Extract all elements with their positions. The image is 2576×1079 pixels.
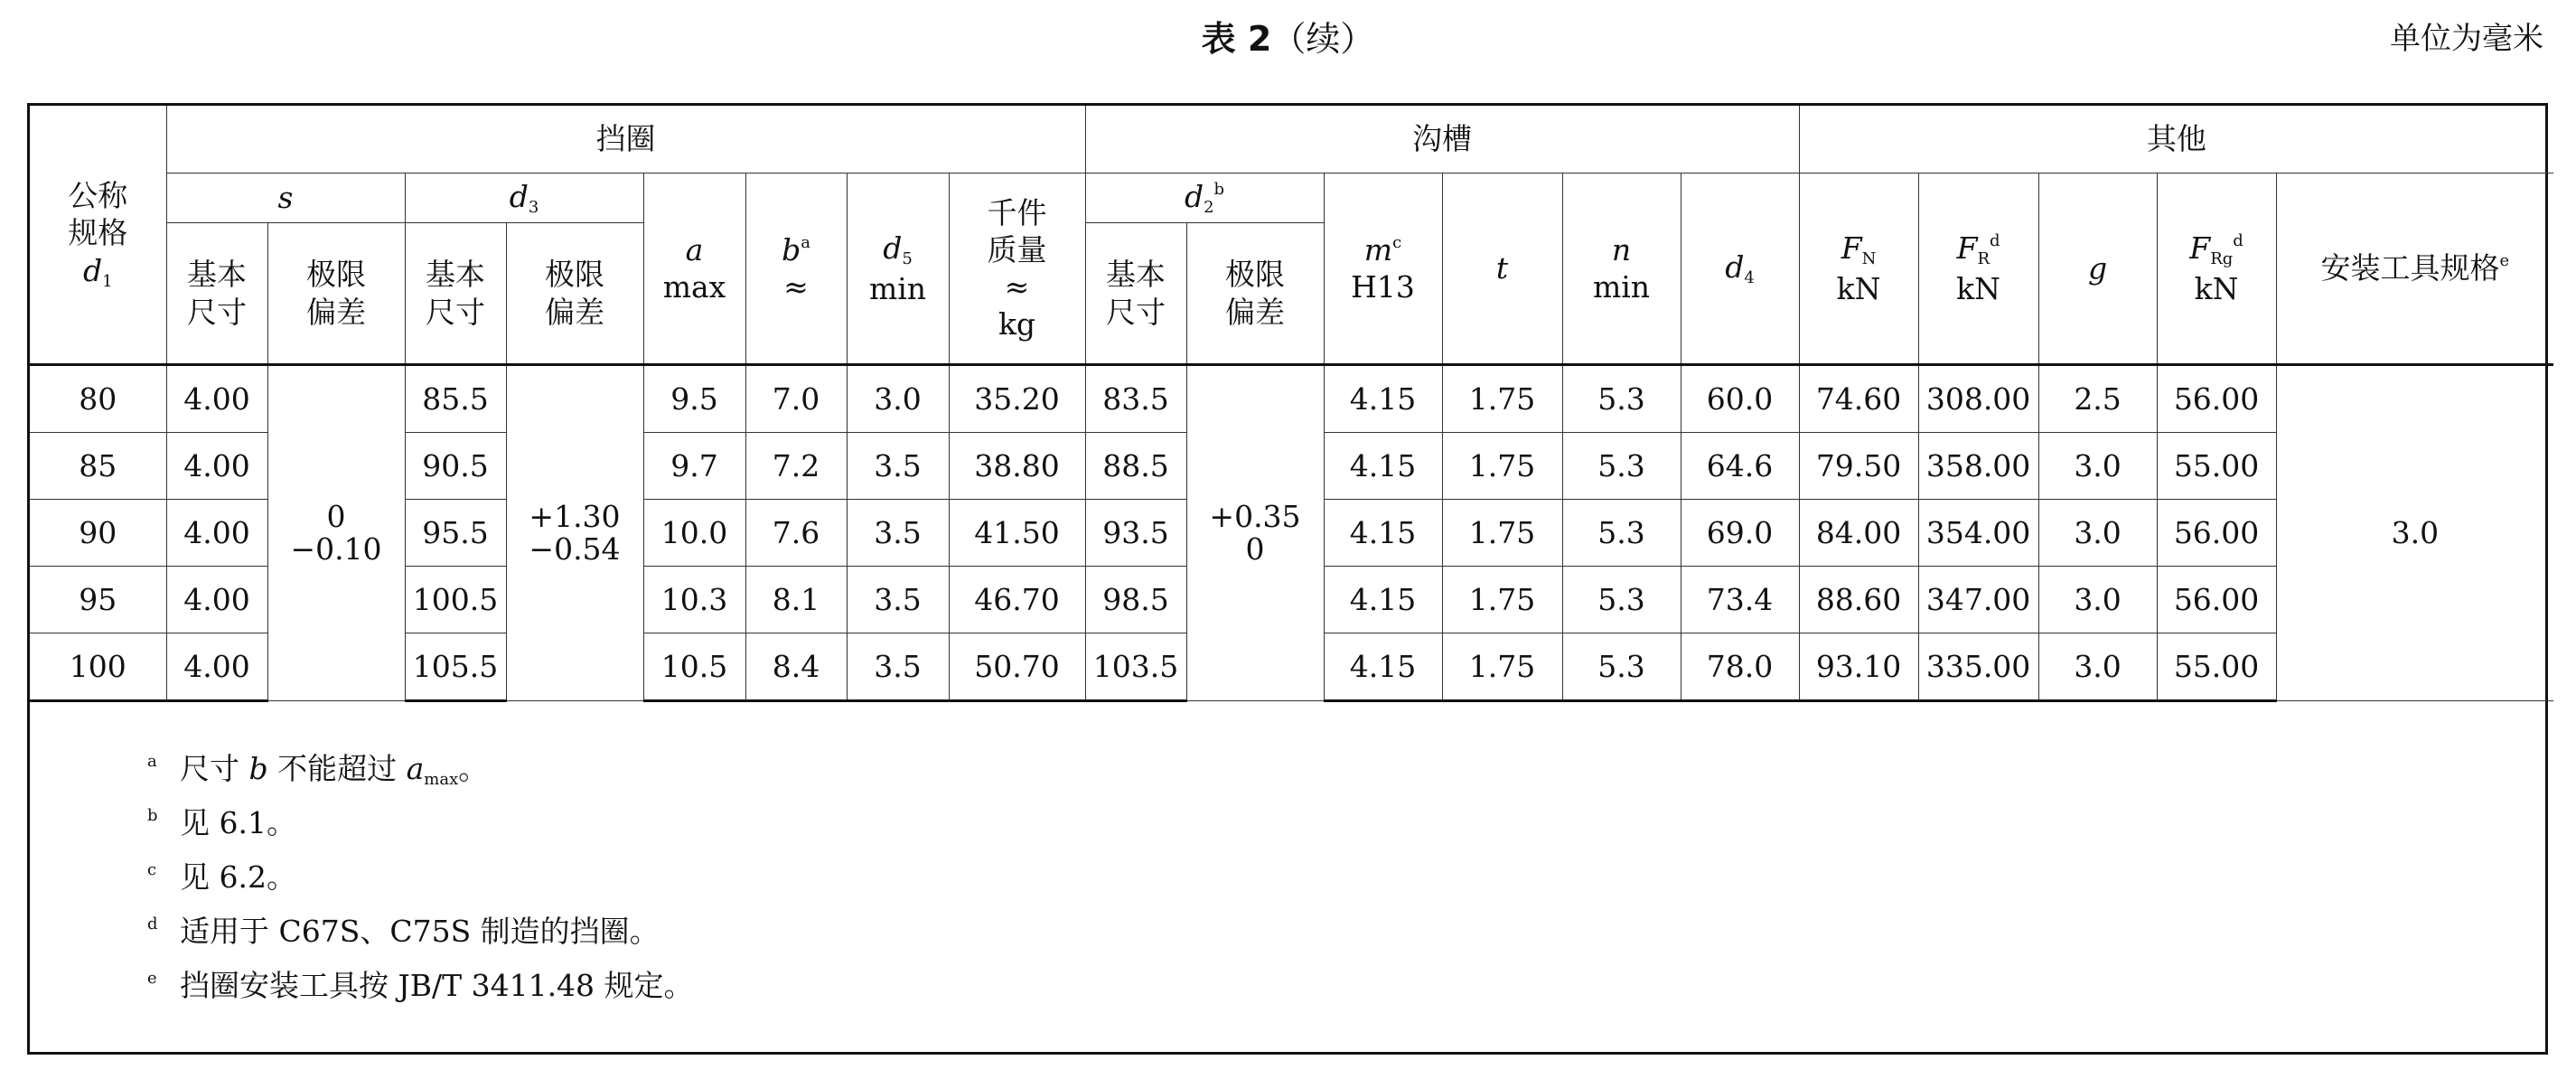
table-cell-frg: 55.00 [2157,633,2276,701]
table-cell-d4: 73.4 [1681,567,1799,633]
tool-size: 3.0 [2276,365,2553,701]
table-cell-d2: 83.5 [1085,365,1186,433]
footnote-d: d 适用于 C67S、C75S 制造的挡圈。 [147,914,660,949]
header-d4: $d_4$ [1681,174,1799,365]
table-cell-mass: 38.80 [949,433,1085,500]
table-cell-b: 8.4 [745,633,847,701]
header-groove: 沟槽 [1085,106,1799,174]
unit-note: 单位为毫米 [2390,21,2543,57]
header-a: a max [643,174,745,365]
table-cell-d2: 98.5 [1085,567,1186,633]
table-cell-s: 4.00 [166,433,267,500]
table-cell-d3: 100.5 [405,567,506,633]
table-cell-d5: 3.5 [847,500,949,567]
table-cell-d5: 3.5 [847,433,949,500]
header-s-basic: 基本 尺寸 [166,223,267,365]
table-cell-s: 4.00 [166,365,267,433]
table-cell-frg: 56.00 [2157,365,2276,433]
d3-tolerance: +1.30 −0.54 [506,365,643,701]
table-cell-t: 1.75 [1442,433,1562,500]
table-frame [27,103,2548,1055]
table-cell-m: 4.15 [1324,567,1442,633]
header-tool: 安装工具规格$^e$ [2276,174,2553,365]
table-cell-b: 8.1 [745,567,847,633]
table-cell-t: 1.75 [1442,567,1562,633]
header-s: s [166,174,405,223]
table-cell-d4: 60.0 [1681,365,1799,433]
header-t: t [1442,174,1562,365]
table-cell-d5: 3.5 [847,633,949,701]
table-cell-d4: 64.6 [1681,433,1799,500]
table-cell-frg: 56.00 [2157,567,2276,633]
table-cell-d3: 95.5 [405,500,506,567]
dimension-table [30,106,2553,702]
table-cell-b: 7.0 [745,365,847,433]
table-cell-g: 3.0 [2038,433,2157,500]
table-cell-m: 4.15 [1324,433,1442,500]
table-cell-g: 2.5 [2038,365,2157,433]
table-cell-m: 4.15 [1324,365,1442,433]
header-mass: 千件 质量 ≈ kg [949,174,1085,365]
table-cell-b: 7.6 [745,500,847,567]
table-cell-s: 4.00 [166,500,267,567]
table-cell-fn: 79.50 [1799,433,1918,500]
footnote-e: e 挡圈安装工具按 JB/T 3411.48 规定。 [147,968,694,1003]
s-tolerance: 0 −0.10 [267,365,405,701]
table-cell-fr: 308.00 [1918,365,2038,433]
table-cell-d2: 93.5 [1085,500,1186,567]
table-caption [0,13,2576,65]
footnote-c: c 见 6.2。 [147,859,296,895]
table-cell-s: 4.00 [166,567,267,633]
table-cell-n: 5.3 [1562,433,1681,500]
table-cell-n: 5.3 [1562,500,1681,567]
table-cell-d5: 3.5 [847,567,949,633]
table-cell-fr: 335.00 [1918,633,2038,701]
table-cell-fn: 88.60 [1799,567,1918,633]
caption-number: 表 2 [1201,19,1272,59]
table-cell-fr: 354.00 [1918,500,2038,567]
table-cell-g: 3.0 [2038,567,2157,633]
table-cell-frg: 56.00 [2157,500,2276,567]
footnote-a: a 尺寸 b 不能超过 $a_{max}$。 [147,751,489,789]
table-cell-d3: 90.5 [405,433,506,500]
header-b: $b^a$ ≈ [745,174,847,365]
table-cell-t: 1.75 [1442,500,1562,567]
table-cell-a: 10.0 [643,500,745,567]
table-cell-fr: 358.00 [1918,433,2038,500]
table-cell-d4: 78.0 [1681,633,1799,701]
table-cell-mass: 46.70 [949,567,1085,633]
table-cell-d4: 69.0 [1681,500,1799,567]
header-s-tol: 极限 偏差 [267,223,405,365]
table-cell-d5: 3.0 [847,365,949,433]
header-m: $m^c$ H13 [1324,174,1442,365]
table-cell-m: 4.15 [1324,633,1442,701]
table-cell-t: 1.75 [1442,633,1562,701]
table-cell-d1: 100 [30,633,166,701]
table-cell-a: 9.5 [643,365,745,433]
header-d3-basic: 基本 尺寸 [405,223,506,365]
table-cell-a: 9.7 [643,433,745,500]
table-cell-s: 4.00 [166,633,267,701]
header-d3-tol: 极限 偏差 [506,223,643,365]
table-cell-d1: 90 [30,500,166,567]
header-fn: $F_N$ kN [1799,174,1918,365]
table-cell-d1: 80 [30,365,166,433]
footnotes [147,742,2406,1013]
table-cell-fr: 347.00 [1918,567,2038,633]
table-cell-g: 3.0 [2038,633,2157,701]
header-d2-tol: 极限 偏差 [1186,223,1324,365]
table-cell-fn: 74.60 [1799,365,1918,433]
header-d2: $d_2^b$ [1085,174,1324,223]
header-d3: $d_3$ [405,174,643,223]
table-cell-d1: 95 [30,567,166,633]
caption-suffix: （续） [1271,19,1375,59]
table-cell-n: 5.3 [1562,365,1681,433]
table-cell-mass: 50.70 [949,633,1085,701]
table-cell-d2: 88.5 [1085,433,1186,500]
table-cell-b: 7.2 [745,433,847,500]
header-frg: $F_{Rg}^d$ kN [2157,174,2276,365]
table-cell-a: 10.5 [643,633,745,701]
header-retaining-ring: 挡圈 [166,106,1085,174]
table-cell-a: 10.3 [643,567,745,633]
table-cell-d2: 103.5 [1085,633,1186,701]
header-nominal-size: 公称 规格 $d_1$ [30,106,166,365]
header-d2-basic: 基本 尺寸 [1085,223,1186,365]
table-cell-t: 1.75 [1442,365,1562,433]
table-cell-n: 5.3 [1562,567,1681,633]
header-g: g [2038,174,2157,365]
table-cell-mass: 35.20 [949,365,1085,433]
header-n: n min [1562,174,1681,365]
header-other: 其他 [1799,106,2553,174]
table-cell-frg: 55.00 [2157,433,2276,500]
table-cell-mass: 41.50 [949,500,1085,567]
d2-tolerance: +0.35 0 [1186,365,1324,701]
table-cell-d1: 85 [30,433,166,500]
table-row [30,365,2553,433]
table-cell-fn: 93.10 [1799,633,1918,701]
table-cell-fn: 84.00 [1799,500,1918,567]
table-cell-d3: 85.5 [405,365,506,433]
header-d5: $d_5$ min [847,174,949,365]
header-fr: $F_R^d$ kN [1918,174,2038,365]
table-cell-n: 5.3 [1562,633,1681,701]
table-cell-m: 4.15 [1324,500,1442,567]
footnote-b: b 见 6.1。 [147,805,296,840]
table-cell-d3: 105.5 [405,633,506,701]
table-cell-g: 3.0 [2038,500,2157,567]
